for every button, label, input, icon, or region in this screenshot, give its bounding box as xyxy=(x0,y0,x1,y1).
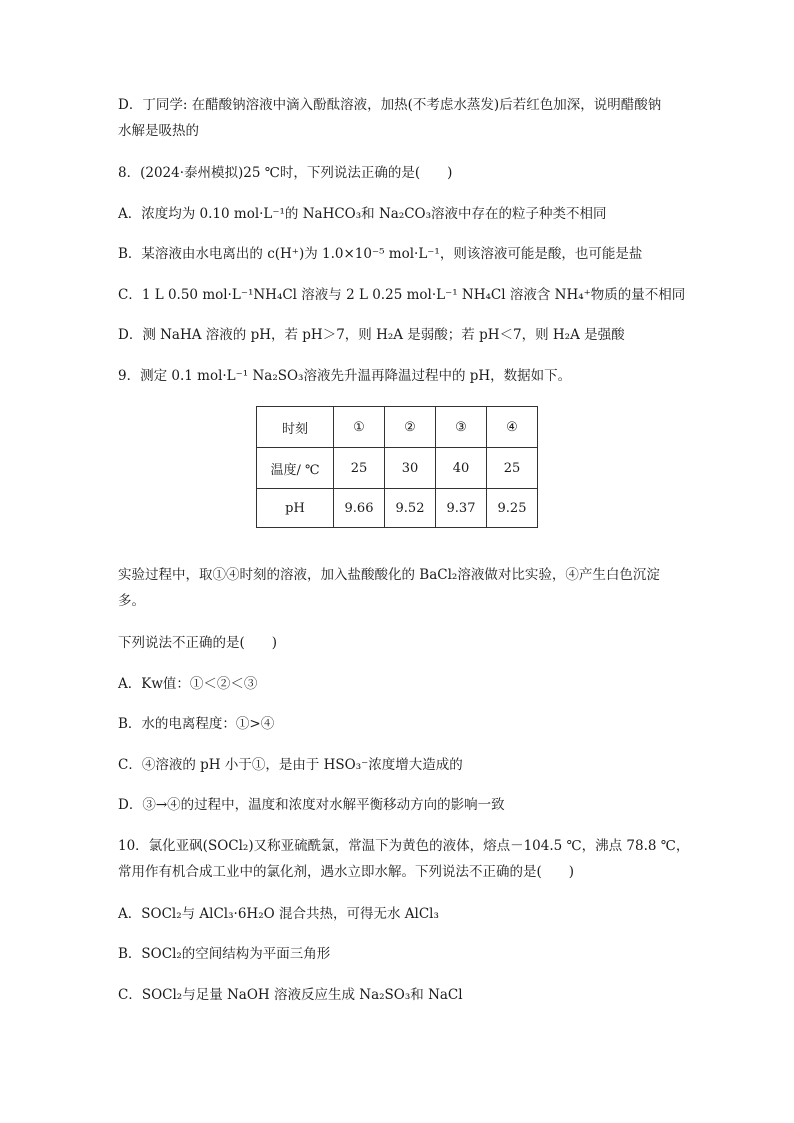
option-d-line2: 水解是吸热的 xyxy=(118,123,199,139)
experiment-paragraph-line1: 实验过程中，取①④时刻的溶液，加入盐酸酸化的 BaCl₂溶液做对比实验，④产生白色沉淀 xyxy=(118,567,660,583)
question-8-option-b: B．某溶液由水电离出的 c(H⁺)为 1.0×10⁻⁵ mol·L⁻¹，则该溶液可能是酸，也可能是盐 xyxy=(118,246,643,262)
table-cell: 25 xyxy=(334,448,385,489)
question-10-line2: 常用作有机合成工业中的氯化剂，遇水立即水解。下列说法不正确的是( ) xyxy=(118,864,575,880)
table-row xyxy=(257,407,538,448)
table-cell: ③ xyxy=(436,407,487,448)
table-cell: 9.52 xyxy=(385,489,436,528)
question-9-option-d: D．③→④的过程中，温度和浓度对水解平衡移动方向的影响一致 xyxy=(118,797,505,813)
table-cell: ② xyxy=(385,407,436,448)
table-cell: 时刻 xyxy=(257,407,334,448)
table-cell: 9.25 xyxy=(487,489,538,528)
question-10: 10．氯化亚砜(SOCl₂)又称亚硫酰氯，常温下为黄色的液体，熔点－104.5 ℃，沸点 78.8 ℃， xyxy=(118,838,690,854)
question-8: 8．(2024·泰州模拟)25 ℃时，下列说法正确的是( ) xyxy=(118,165,453,181)
question-8-option-c: C．1 L 0.50 mol·L⁻¹NH₄Cl 溶液与 2 L 0.25 mol·L⁻¹ NH₄Cl 溶液含 NH₄⁺物质的量不相同 xyxy=(118,287,686,303)
question-9-option-a: A．Kw值：①＜②＜③ xyxy=(118,676,258,692)
table-cell: 25 xyxy=(487,448,538,489)
table-cell: 40 xyxy=(436,448,487,489)
question-9-option-b: B．水的电离程度：①>④ xyxy=(118,716,275,732)
data-table xyxy=(256,406,538,528)
question-9-option-c: C．④溶液的 pH 小于①，是由于 HSO₃⁻浓度增大造成的 xyxy=(118,757,463,773)
table-cell: 9.37 xyxy=(436,489,487,528)
question-9: 9．测定 0.1 mol·L⁻¹ Na₂SO₃溶液先升温再降温过程中的 pH，数据如下。 xyxy=(118,368,572,384)
table-row xyxy=(257,489,538,528)
table-row xyxy=(257,448,538,489)
question-10-option-b: B．SOCl₂的空间结构为平面三角形 xyxy=(118,946,331,962)
table-cell: 温度/ ℃ xyxy=(257,448,334,489)
table-cell: ① xyxy=(334,407,385,448)
question-10-option-a: A．SOCl₂与 AlCl₃·6H₂O 混合共热，可得无水 AlCl₃ xyxy=(118,906,439,922)
question-10-option-c: C．SOCl₂与足量 NaOH 溶液反应生成 Na₂SO₃和 NaCl xyxy=(118,987,463,1003)
question-9-prompt: 下列说法不正确的是( ) xyxy=(118,635,278,651)
option-d-line1: D．丁同学: 在醋酸钠溶液中滴入酚酞溶液，加热(不考虑水蒸发)后若红色加深，说明醋酸钠 xyxy=(118,97,662,113)
question-8-option-d: D．测 NaHA 溶液的 pH，若 pH＞7，则 H₂A 是弱酸；若 pH＜7，则 H₂A 是强酸 xyxy=(118,327,625,343)
question-8-option-a: A．浓度均为 0.10 mol·L⁻¹的 NaHCO₃和 Na₂CO₃溶液中存在的粒子种类不相同 xyxy=(118,206,607,222)
table-cell: pH xyxy=(257,489,334,528)
table-cell: 9.66 xyxy=(334,489,385,528)
experiment-paragraph-line2: 多。 xyxy=(118,593,145,609)
table-cell: ④ xyxy=(487,407,538,448)
table-cell: 30 xyxy=(385,448,436,489)
